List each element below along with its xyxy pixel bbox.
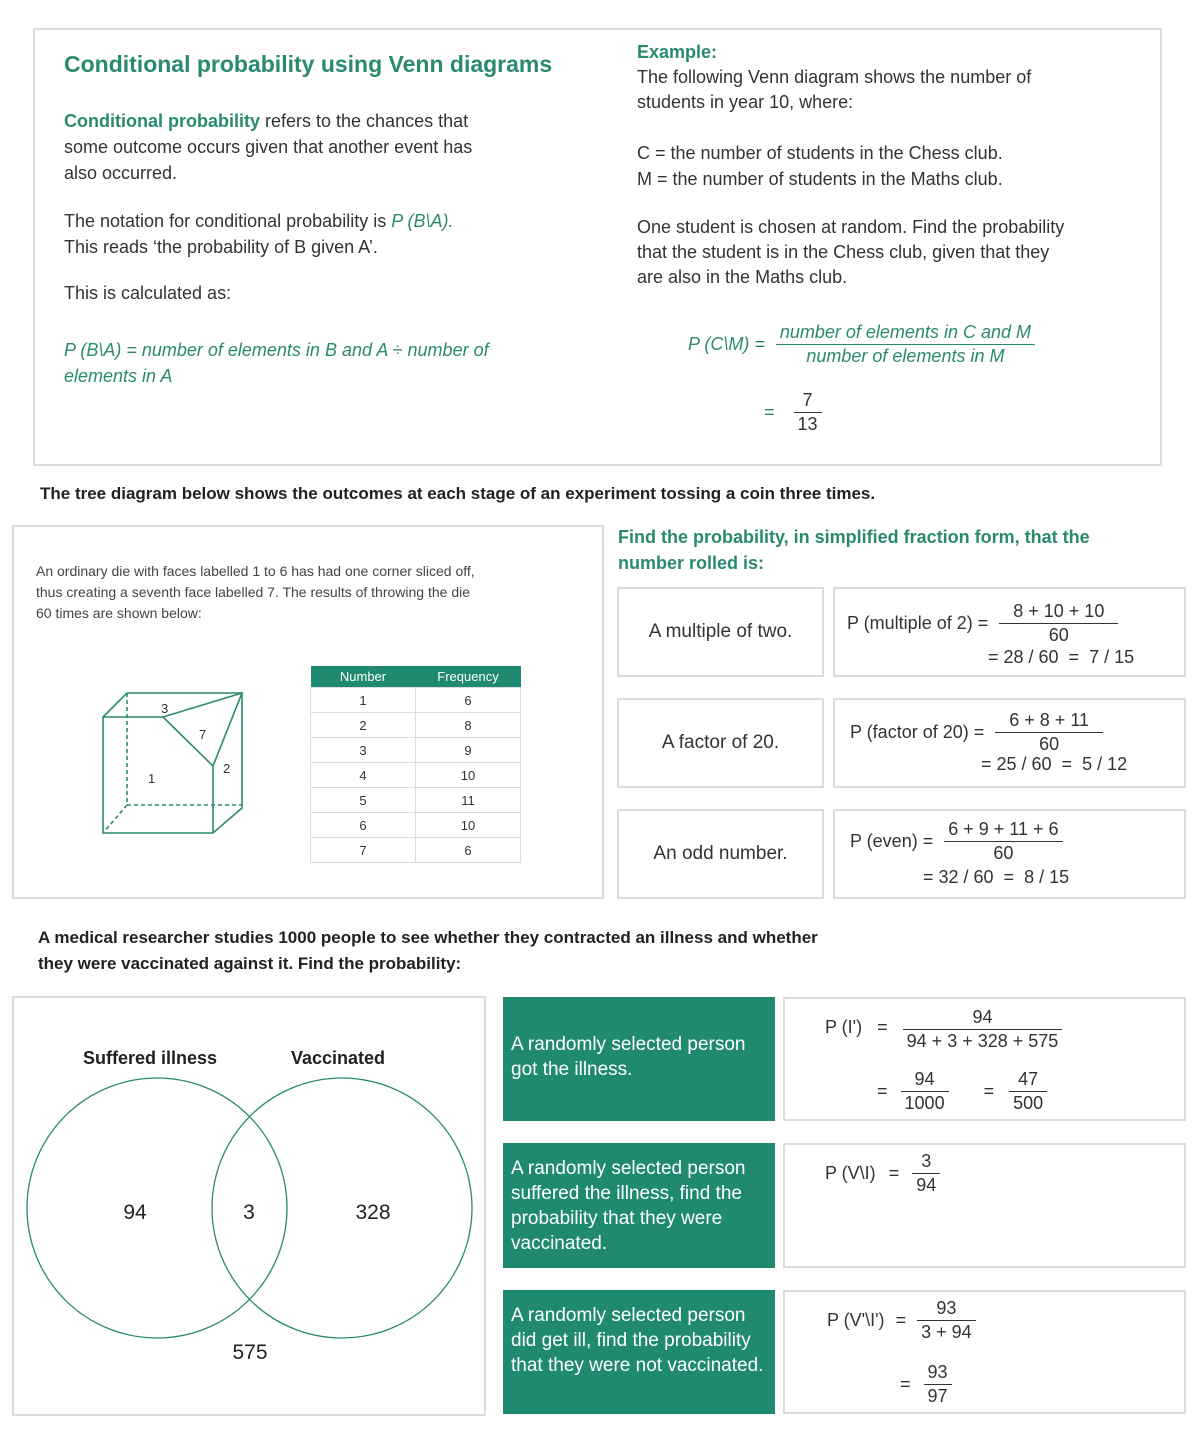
example-line-1: The following Venn diagram shows the number of — [637, 67, 1032, 87]
section-title: Conditional probability using Venn diagrams — [64, 51, 553, 77]
medical-answer-1-denominator-2: 1000 — [904, 1093, 945, 1113]
die-answer-2-result: = 25 / 60 = 5 / 12 — [981, 754, 1128, 774]
formula-line-1: P (B\A) = number of elements in B and A ÷ number of — [64, 340, 489, 360]
club-definitions — [637, 140, 1003, 192]
table-cell-number: 6 — [311, 813, 416, 838]
medical-answer-1-denominator-3: 500 — [1013, 1093, 1044, 1113]
table-row — [311, 838, 521, 863]
notation-symbol: P (B\A). — [391, 211, 454, 231]
medical-answer-3-fraction-2 — [924, 1362, 952, 1407]
formula-text — [64, 337, 489, 389]
medical-heading-line-1: A medical researcher studies 1000 people to see whether they contracted an illness and whether — [38, 928, 818, 947]
example-line-2: students in year 10, where: — [637, 92, 854, 112]
die-intro-line-2: thus creating a seventh face labelled 7. The results of throwing the die — [36, 584, 471, 600]
medical-answer-1-fraction-3 — [1009, 1069, 1047, 1114]
die-answer-3-fraction — [944, 819, 1062, 864]
die-answer-1 — [833, 587, 1186, 677]
example-result-equals: = — [764, 402, 775, 422]
table-row — [311, 813, 521, 838]
table-cell-frequency: 8 — [416, 713, 521, 738]
medical-answer-1-fraction-2 — [901, 1069, 949, 1114]
die-question-1 — [617, 587, 824, 677]
die-question-3 — [617, 809, 824, 899]
die-intro-line-3: 60 times are shown below: — [36, 605, 202, 621]
definition-line-3: also occurred. — [64, 163, 178, 183]
medical-answer-1-equals-2: = — [877, 1081, 888, 1101]
medical-answer-3-equals: = — [895, 1310, 907, 1330]
example-result-denominator: 13 — [797, 414, 818, 434]
medical-answer-1-equals-3: = — [983, 1081, 995, 1101]
definition-line-2: some outcome occurs given that another event has — [64, 137, 473, 157]
medical-answer-2-lhs: P (V\I) — [825, 1163, 876, 1183]
die-find-line-1: Find the probability, in simplified fraction form, that the — [618, 527, 1090, 547]
medical-answer-3-denominator: 3 + 94 — [921, 1322, 972, 1342]
table-row — [311, 688, 521, 713]
die-answer-3 — [833, 809, 1186, 899]
die-answer-3-numerator: 6 + 9 + 11 + 6 — [944, 819, 1062, 842]
medical-answer-3-equals-2: = — [900, 1374, 911, 1394]
die-face-label-1: 1 — [148, 771, 156, 786]
question-line-1: One student is chosen at random. Find the probability — [637, 217, 1065, 237]
medical-answer-2-equals: = — [888, 1163, 900, 1183]
table-cell-frequency: 10 — [416, 813, 521, 838]
table-cell-frequency: 9 — [416, 738, 521, 763]
notation-text — [64, 208, 454, 260]
die-answer-3-result: = 32 / 60 = 8 / 15 — [923, 867, 1070, 887]
table-cell-number: 2 — [311, 713, 416, 738]
die-face-label-3: 3 — [161, 701, 169, 716]
die-question-2 — [617, 698, 824, 788]
venn-label-vaccinated: Vaccinated — [290, 1048, 386, 1068]
table-row — [311, 738, 521, 763]
medical-heading — [38, 925, 818, 977]
definition-term: Conditional probability — [64, 111, 260, 131]
definition-line-1: refers to the chances that — [260, 111, 469, 131]
die-answer-2-numerator: 6 + 8 + 11 — [995, 710, 1103, 733]
venn-value-only-illness: 94 — [123, 1201, 147, 1224]
die-answer-1-numerator: 8 + 10 + 10 — [999, 601, 1118, 624]
table-cell-frequency: 6 — [416, 838, 521, 863]
medical-answer-2 — [783, 1143, 1186, 1268]
example-fraction-denominator: number of elements in M — [806, 346, 1005, 366]
medical-answer-1-numerator-3: 47 — [1009, 1069, 1047, 1092]
medical-answer-2-fraction — [912, 1151, 940, 1196]
die-answer-2-denominator: 60 — [1039, 734, 1060, 754]
example-fraction-numerator: number of elements in C and M — [776, 322, 1035, 345]
formula-line-2: elements in A — [64, 366, 173, 386]
frequency-table-header — [311, 666, 521, 688]
die-find-instruction — [618, 524, 1090, 576]
venn-value-neither: 575 — [232, 1341, 268, 1364]
header-frequency: Frequency — [416, 666, 521, 688]
example-label: Example: — [637, 42, 718, 62]
table-cell-number: 1 — [311, 688, 416, 713]
medical-answer-2-denominator: 94 — [916, 1175, 937, 1195]
die-answer-1-denominator: 60 — [1048, 625, 1069, 645]
medical-answer-1-numerator-2: 94 — [901, 1069, 949, 1092]
venn-label-illness: Suffered illness — [82, 1048, 218, 1068]
venn-diagram — [12, 996, 486, 1416]
die-answer-2-fraction — [995, 710, 1103, 755]
medical-answer-1-lhs: P (I') — [825, 1017, 863, 1037]
medical-answer-3-lhs: P (V'\I') — [827, 1310, 885, 1330]
table-cell-number: 7 — [311, 838, 416, 863]
venn-value-only-vaccinated: 328 — [355, 1201, 391, 1224]
question-line-3: are also in the Maths club. — [637, 267, 848, 287]
medical-answer-1-equals: = — [877, 1017, 888, 1037]
medical-question-3: A randomly selected person did get ill, find the probability that they were not vaccinated. — [503, 1290, 775, 1414]
chess-definition: C = the number of students in the Chess club. — [637, 143, 1003, 163]
table-cell-frequency: 10 — [416, 763, 521, 788]
table-cell-frequency: 11 — [416, 788, 521, 813]
medical-answer-1-denominator: 94 + 3 + 328 + 575 — [906, 1031, 1059, 1051]
venn-value-both: 3 — [243, 1201, 255, 1224]
calc-label: This is calculated as: — [64, 283, 232, 303]
medical-answer-3-numerator-2: 93 — [924, 1362, 952, 1385]
medical-answer-1 — [783, 997, 1186, 1121]
medical-answer-1-fraction — [903, 1007, 1063, 1052]
frequency-table — [310, 666, 521, 863]
medical-answer-2-numerator: 3 — [912, 1151, 940, 1174]
medical-answer-1-numerator: 94 — [903, 1007, 1063, 1030]
example-result-fraction — [794, 390, 822, 435]
definition-text — [64, 108, 472, 186]
example-fraction — [776, 322, 1035, 367]
example-result — [764, 390, 822, 435]
header-number: Number — [311, 666, 416, 688]
question-line-2: that the student is in the Chess club, given that they — [637, 242, 1050, 262]
medical-question-1: A randomly selected person got the illness. — [503, 997, 775, 1121]
medical-answer-3 — [783, 1290, 1186, 1414]
die-question-1-text: A multiple of two. — [648, 621, 793, 642]
die-answer-2 — [833, 698, 1186, 788]
die-question-3-text: An odd number. — [653, 843, 788, 864]
table-row — [311, 788, 521, 813]
medical-heading-line-2: they were vaccinated against it. Find the probability: — [38, 954, 462, 973]
example-text — [637, 65, 1031, 115]
die-face-label-7: 7 — [199, 727, 207, 742]
table-row — [311, 713, 521, 738]
die-intro — [36, 561, 475, 624]
table-cell-number: 4 — [311, 763, 416, 788]
medical-answer-3-numerator: 93 — [917, 1298, 976, 1321]
example-result-numerator: 7 — [794, 390, 822, 413]
die-face-label-2: 2 — [223, 761, 231, 776]
die-answer-1-lhs: P (multiple of 2) = — [847, 613, 989, 633]
table-cell-frequency: 6 — [416, 688, 521, 713]
table-cell-number: 3 — [311, 738, 416, 763]
die-answer-3-denominator: 60 — [993, 843, 1014, 863]
example-formula — [688, 322, 1035, 367]
tree-heading: The tree diagram below shows the outcomes at each stage of an experiment tossing a coin three times. — [40, 484, 876, 503]
medical-answer-3-fraction — [917, 1298, 976, 1343]
sliced-die-icon — [95, 683, 255, 843]
notation-line-2: This reads ‘the probability of B given A’. — [64, 237, 378, 257]
die-find-line-2: number rolled is: — [618, 553, 765, 573]
die-question-2-text: A factor of 20. — [661, 732, 780, 753]
die-intro-line-1: An ordinary die with faces labelled 1 to 6 has had one corner sliced off, — [36, 563, 475, 579]
notation-line-1: The notation for conditional probability is — [64, 211, 392, 231]
table-cell-number: 5 — [311, 788, 416, 813]
table-row — [311, 763, 521, 788]
maths-definition: M = the number of students in the Maths club. — [637, 169, 1003, 189]
die-answer-1-result: = 28 / 60 = 7 / 15 — [988, 647, 1135, 667]
die-answer-3-lhs: P (even) = — [850, 831, 934, 851]
die-answer-1-fraction — [999, 601, 1118, 646]
medical-question-2: A randomly selected person suffered the illness, find the probability that they were vaccinated. — [503, 1143, 775, 1268]
medical-answer-3-denominator-2: 97 — [927, 1386, 948, 1406]
example-formula-lhs: P (C\M) = — [688, 334, 765, 354]
die-answer-2-lhs: P (factor of 20) = — [850, 722, 985, 742]
example-question — [637, 215, 1064, 290]
